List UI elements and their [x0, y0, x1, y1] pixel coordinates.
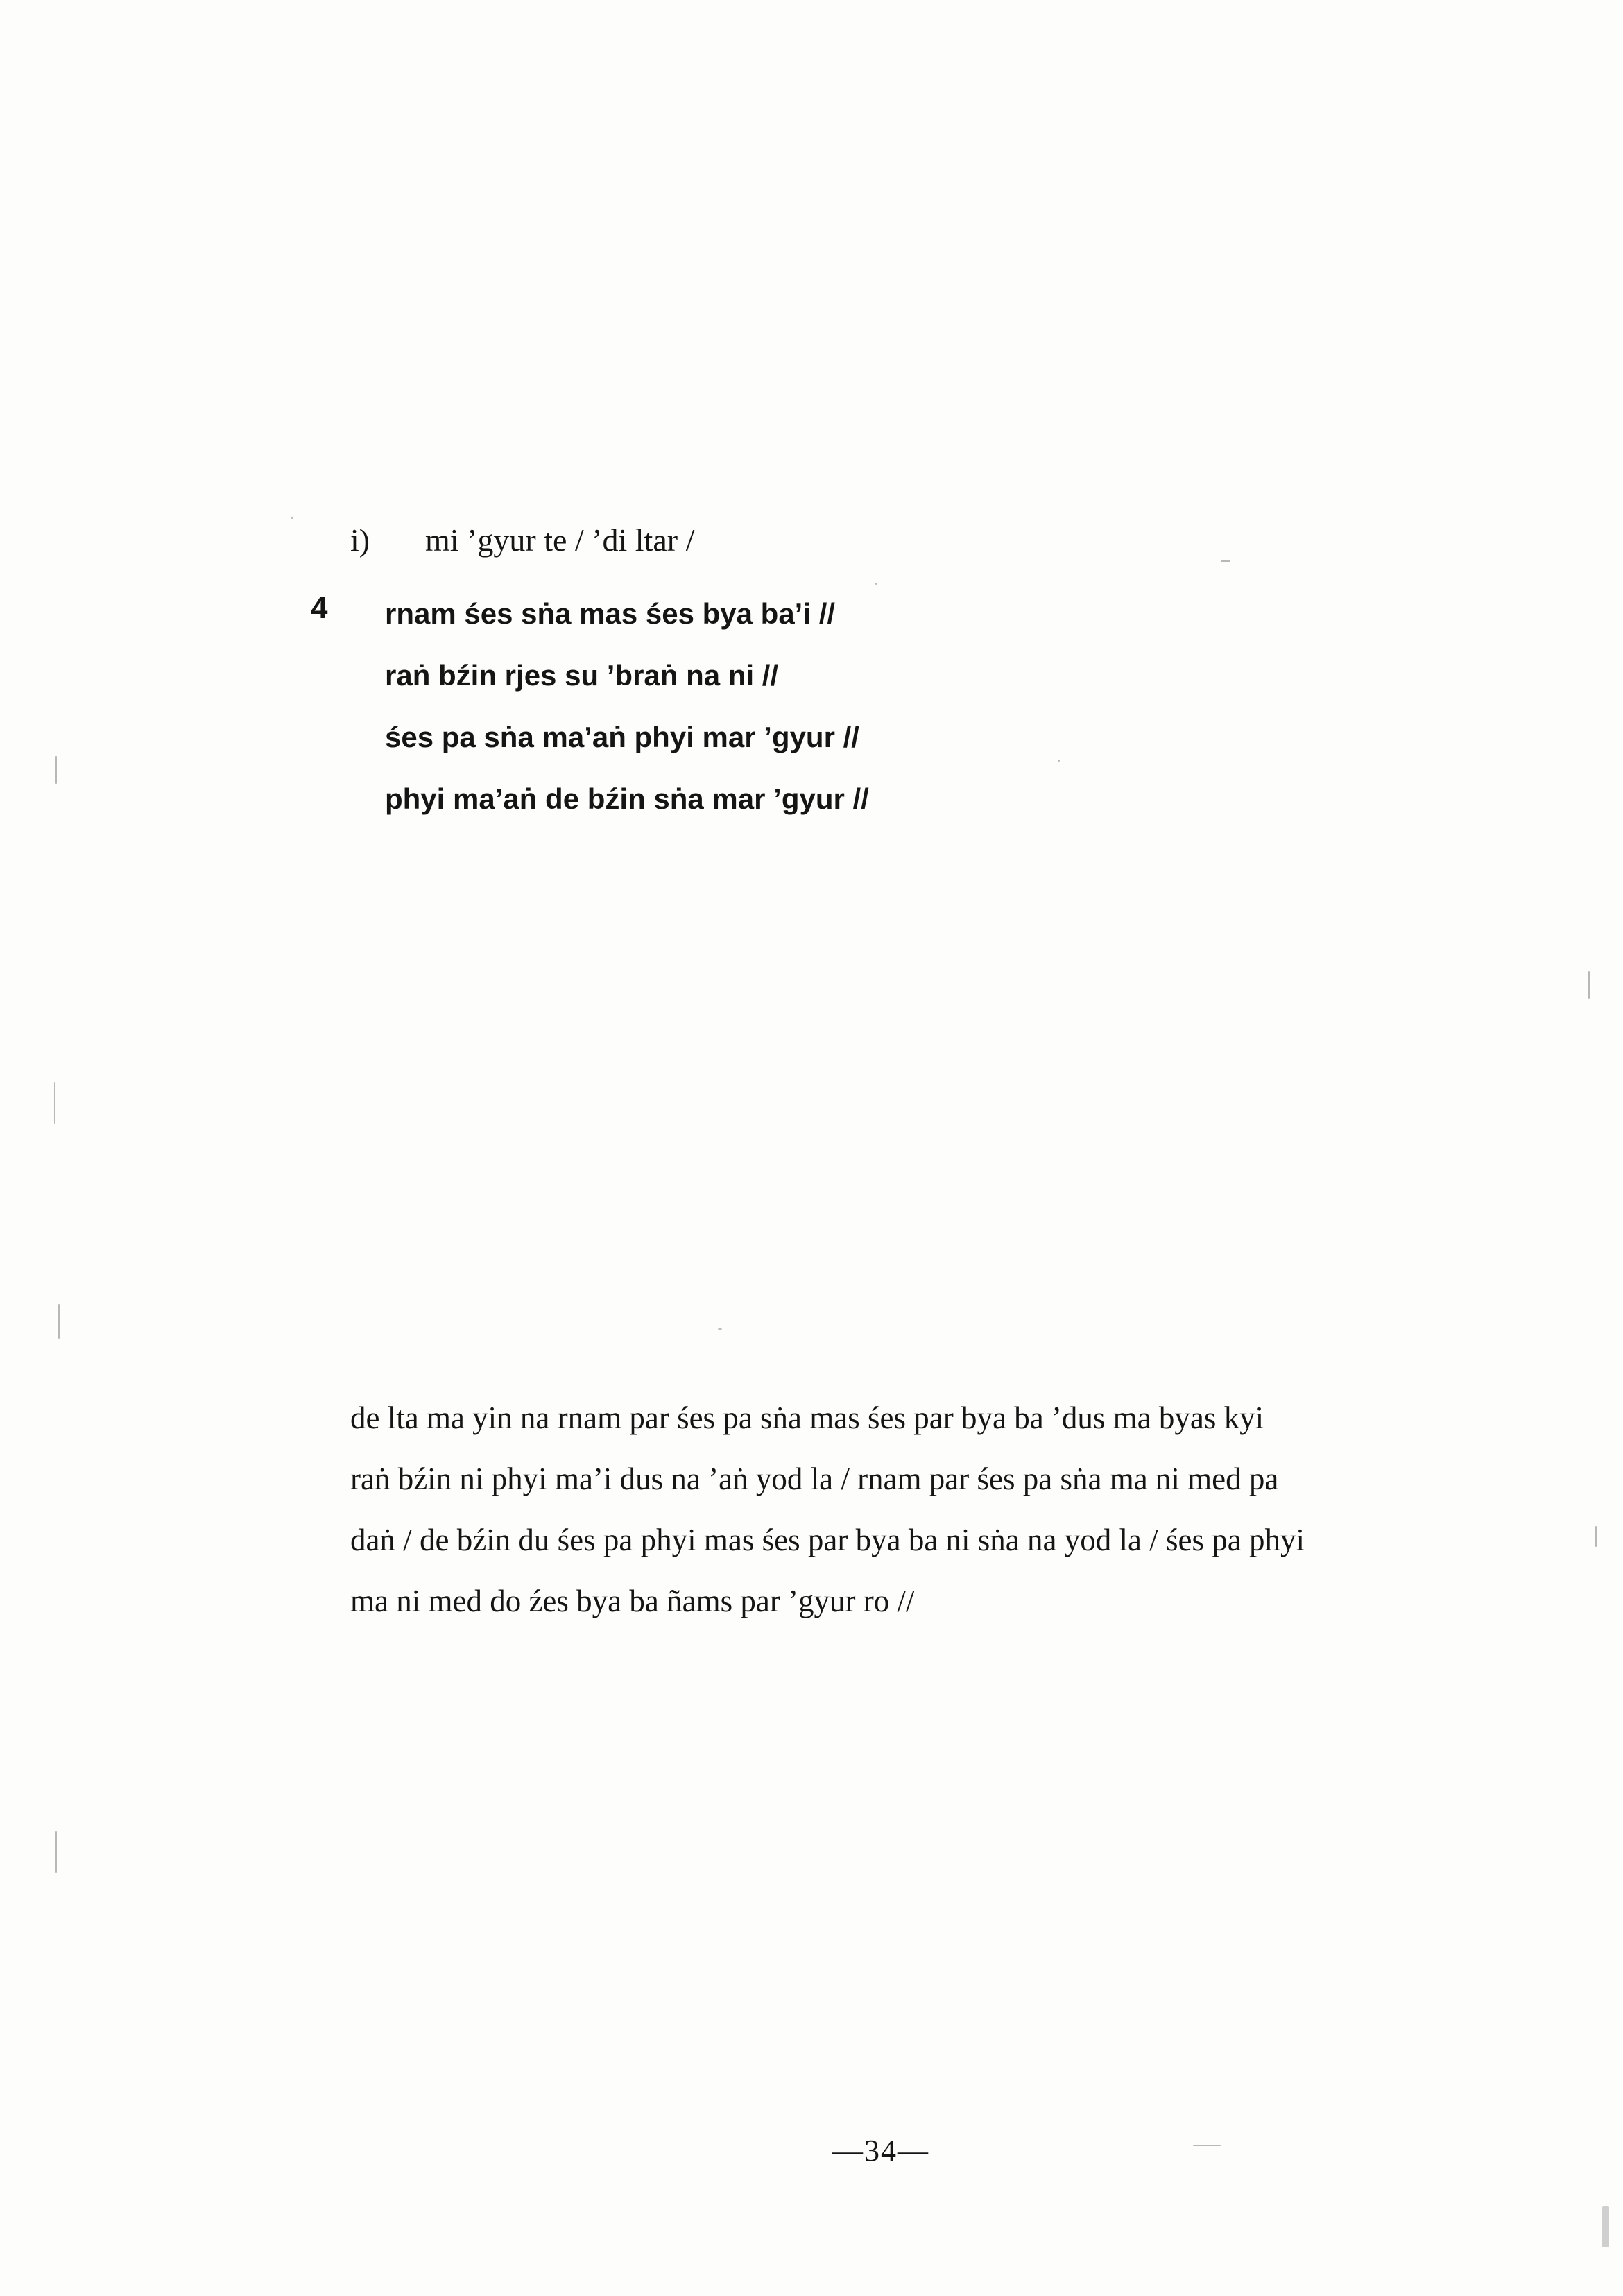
verse-line: rnam śes sṅa mas śes bya ba’i //: [385, 597, 836, 630]
scan-speckle: [718, 1328, 722, 1330]
scan-speckle: [291, 517, 293, 519]
verse-line: raṅ bźin rjes su ’braṅ na ni //: [385, 659, 779, 692]
section-marker: i): [350, 522, 370, 558]
scan-speckle: [1588, 971, 1590, 999]
verse-block: [385, 583, 869, 830]
scan-speckle: [58, 1304, 60, 1339]
commentary-line: daṅ / de bźin du śes pa phyi mas śes par bya ba ni sṅa na yod la / śes pa phyi: [350, 1523, 1305, 1557]
scan-speckle: [1602, 2206, 1609, 2247]
scan-speckle: [1221, 560, 1230, 562]
verse-line: phyi ma’aṅ de bźin sṅa mar ’gyur //: [385, 782, 869, 815]
scan-speckle: [1595, 1526, 1597, 1547]
commentary-paragraph: [350, 1387, 1474, 1631]
scan-speckle: [1193, 2145, 1221, 2146]
commentary-line: de lta ma yin na rnam par śes pa sṅa mas śes par bya ba ’dus ma byas kyi: [350, 1400, 1264, 1435]
section-heading: [350, 522, 694, 558]
scan-speckle: [55, 1831, 57, 1873]
scan-speckle: [1058, 760, 1060, 762]
scan-speckle: [875, 583, 877, 585]
commentary-line: raṅ bźin ni phyi ma’i dus na ’aṅ yod la / rnam par śes pa sṅa ma ni med pa: [350, 1462, 1279, 1496]
section-heading-text: mi ’gyur te / ’di ltar /: [425, 522, 695, 558]
verse-number: 4: [311, 591, 328, 625]
scan-speckle: [54, 1082, 55, 1124]
page-number: —34—: [832, 2134, 929, 2168]
commentary-line: ma ni med do źes bya ba ñams par ’gyur ro //: [350, 1584, 915, 1618]
scan-speckle: [55, 756, 57, 784]
verse-line: śes pa sṅa ma’aṅ phyi mar ’gyur //: [385, 721, 859, 753]
